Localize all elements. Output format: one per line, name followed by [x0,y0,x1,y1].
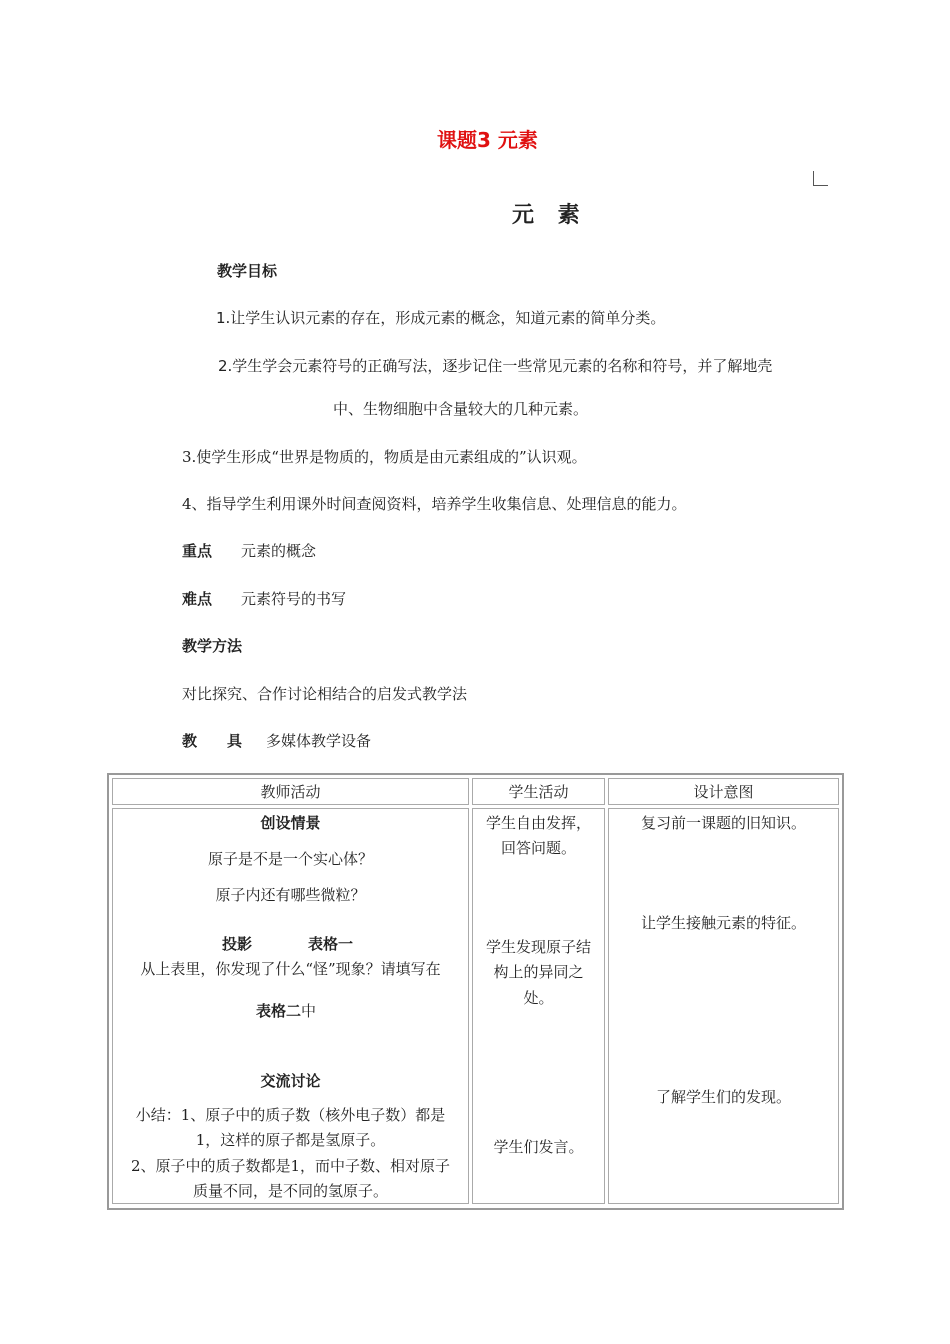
teacher-projection-label: 投影 [222,935,253,953]
key-point-value: 元素的概念 [241,542,317,560]
design-intent-1: 复习前一课题的旧知识。 [640,814,806,832]
tools-value: 多媒体教学设备 [266,732,372,750]
teacher-summary-1b: 1，这样的原子都是氢原子。 [195,1131,386,1149]
design-intent-3: 了解学生们的发现。 [655,1088,791,1106]
header-student: 学生活动 [472,778,605,805]
teacher-summary-2b: 质量不同，是不同的氢原子。 [192,1182,388,1200]
method-value: 对比探究、合作讨论相结合的启发式教学法 [182,685,468,703]
corner-mark [813,171,828,186]
teacher-summary-1a: 小结：1、原子中的质子数（核外电子数）都是 [135,1106,446,1124]
method-heading: 教学方法 [182,637,243,655]
key-point-label: 重点 [182,542,213,560]
student-discover-3: 处。 [523,989,554,1007]
teacher-scene-heading: 创设情景 [260,814,321,832]
objective-4: 4、指导学生利用课外时间查阅资料，培养学生收集信息、处理信息的能力。 [182,495,687,513]
difficulty-value: 元素符号的书写 [241,590,347,608]
objective-3: 3.使学生形成“世界是物质的，物质是由元素组成的”认识观。 [182,448,587,466]
header-design: 设计意图 [608,778,839,805]
lesson-table [107,773,844,1210]
teacher-table-two: 表格二 [256,1002,302,1020]
page-title: 课题3 元素 [437,128,538,152]
student-discover-1: 学生发现原子结 [485,938,591,956]
teacher-question-3: 从上表里，你发现了什么“怪”现象？请填写在 [140,960,441,978]
teacher-discussion-heading: 交流讨论 [260,1072,321,1090]
header-teacher: 教师活动 [112,778,469,805]
objective-2-line1: 2.学生学会元素符号的正确写法，逐步记住一些常见元素的名称和符号，并了解地壳 [218,357,773,375]
design-column [608,808,839,1204]
student-answer-1: 学生自由发挥， [485,814,591,832]
student-discover-2: 构上的异同之 [493,963,584,981]
design-intent-2: 让学生接触元素的特征。 [640,914,806,932]
student-speak: 学生们发言。 [493,1138,584,1156]
student-answer-2: 回答问题。 [500,839,576,857]
tools-label: 教 具 [182,732,243,750]
teacher-question-1: 原子是不是一个实心体？ [207,850,373,868]
teacher-summary-2a: 2、原子中的质子数都是1，而中子数、相对原子 [130,1157,451,1175]
teacher-table-one: 表格一 [308,935,354,953]
objectives-heading: 教学目标 [217,262,278,280]
teacher-fill-line [256,1000,316,1021]
teacher-fill-suffix: 中 [301,1002,317,1020]
teacher-question-2: 原子内还有哪些微粒？ [215,886,366,904]
difficulty-label: 难点 [182,590,213,608]
objective-2-line2: 中、生物细胞中含量较大的几种元素。 [333,400,589,418]
page-subtitle: 元 素 [512,203,588,228]
objective-1: 1.让学生认识元素的存在，形成元素的概念，知道元素的简单分类。 [216,309,666,327]
